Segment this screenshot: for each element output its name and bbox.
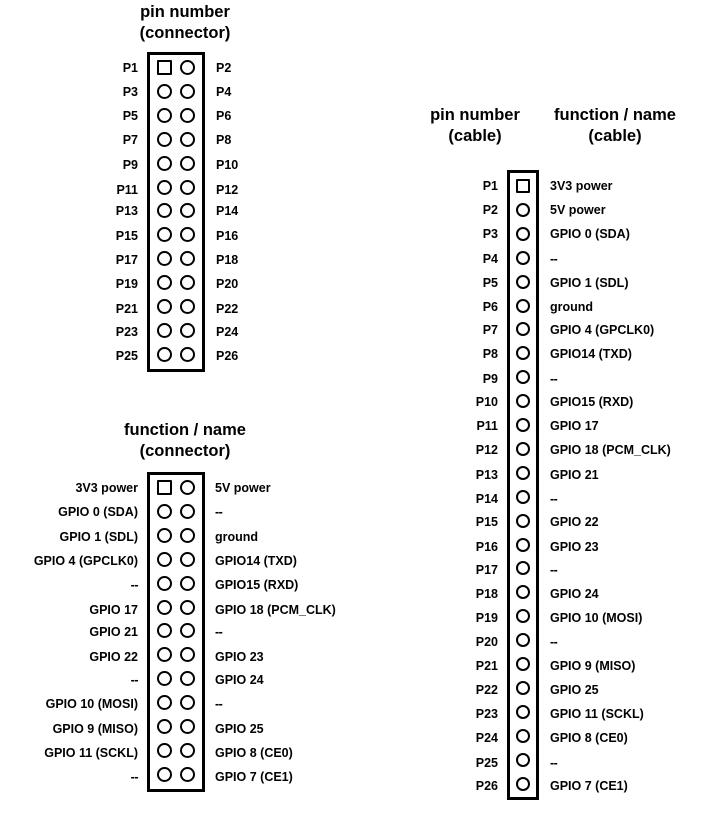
cable-pin-15 bbox=[516, 514, 530, 528]
connector-func-pin-right-2 bbox=[180, 480, 195, 495]
cable-pin-label-25: P25 bbox=[475, 755, 498, 770]
cable-pin-2 bbox=[516, 203, 530, 217]
connector-func-pin-left-21 bbox=[157, 719, 172, 734]
cable-function-label-10: GPIO15 (RXD) bbox=[550, 395, 634, 410]
cable-pin-4 bbox=[516, 251, 530, 265]
cable-function-label-19: GPIO 10 (MOSI) bbox=[550, 611, 643, 626]
connector-function-name-title bbox=[30, 420, 340, 462]
connector-pin-pin-left-19 bbox=[157, 275, 172, 290]
cable-function-label-8: GPIO14 (TXD) bbox=[550, 347, 632, 362]
cable-function-label-23: GPIO 11 (SCKL) bbox=[550, 706, 644, 721]
cable-pin-label-22: P22 bbox=[475, 682, 498, 697]
cable-function-label-1: 3V3 power bbox=[550, 179, 613, 193]
cable-pin-label-13: P13 bbox=[475, 467, 498, 482]
cable-function-name-title-line1: function / name bbox=[554, 106, 676, 124]
cable-pin-23 bbox=[516, 705, 530, 719]
cable-function-label-5: GPIO 1 (SDL) bbox=[550, 275, 629, 290]
connector-pin-label-left-7: P7 bbox=[122, 132, 138, 147]
connector-pin-label-left-17: P17 bbox=[115, 253, 138, 268]
connector-func-pin-right-10 bbox=[180, 576, 195, 591]
connector-func-label-right-10: GPIO15 (RXD) bbox=[215, 577, 299, 592]
connector-function-name-title-line1: function / name bbox=[124, 421, 246, 439]
connector-func-label-right-26: GPIO 7 (CE1) bbox=[215, 769, 293, 784]
cable-function-label-22: GPIO 25 bbox=[550, 682, 599, 697]
connector-pin-pin-left-7 bbox=[157, 132, 172, 147]
connector-func-label-left-19: GPIO 10 (MOSI) bbox=[45, 697, 138, 712]
cable-pin-label-9: P9 bbox=[482, 372, 498, 387]
cable-pin-label-4: P4 bbox=[482, 251, 498, 266]
connector-func-label-right-6: ground bbox=[215, 529, 259, 544]
connector-func-label-left-7: GPIO 4 (GPCLK0) bbox=[33, 553, 138, 568]
connector-func-label-left-13: GPIO 21 bbox=[89, 625, 138, 640]
cable-function-label-13: GPIO 21 bbox=[550, 467, 599, 482]
cable-function-label-11: GPIO 17 bbox=[550, 419, 599, 433]
connector-func-label-right-12: GPIO 18 (PCM_CLK) bbox=[215, 602, 336, 617]
cable-pin-1 bbox=[516, 179, 530, 193]
connector-pin-label-left-21: P21 bbox=[115, 302, 138, 316]
cable-function-label-21: GPIO 9 (MISO) bbox=[550, 659, 636, 673]
cable-pin-25 bbox=[516, 753, 530, 767]
cable-pin-13 bbox=[516, 466, 530, 480]
cable-pin-label-3: P3 bbox=[482, 226, 498, 241]
connector-func-pin-right-12 bbox=[180, 600, 195, 615]
connector-func-label-left-9: -- bbox=[130, 577, 138, 592]
cable-pin-number-title-line2: (cable) bbox=[448, 127, 502, 145]
connector-pin-pin-left-23 bbox=[157, 323, 172, 338]
cable-pin-label-18: P18 bbox=[475, 587, 498, 602]
cable-pin-21 bbox=[516, 657, 530, 671]
connector-func-pin-right-24 bbox=[180, 743, 195, 758]
cable-function-label-12: GPIO 18 (PCM_CLK) bbox=[550, 442, 671, 457]
cable-pin-label-17: P17 bbox=[475, 563, 498, 578]
connector-func-label-right-8: GPIO14 (TXD) bbox=[215, 553, 297, 568]
cable-pin-3 bbox=[516, 227, 530, 241]
connector-func-pin-left-19 bbox=[157, 695, 172, 710]
cable-function-label-16: GPIO 23 bbox=[550, 539, 599, 554]
cable-pin-label-12: P12 bbox=[475, 442, 498, 457]
cable-function-label-9: -- bbox=[550, 372, 558, 387]
cable-function-label-6: ground bbox=[550, 299, 594, 314]
cable-function-label-15: GPIO 22 bbox=[550, 514, 599, 529]
connector-pin-label-right-4: P4 bbox=[216, 84, 232, 99]
cable-pin-label-2: P2 bbox=[482, 202, 498, 217]
cable-function-name-title-line2: (cable) bbox=[588, 127, 642, 145]
connector-func-label-left-25: -- bbox=[130, 769, 138, 784]
cable-pin-26 bbox=[516, 777, 530, 791]
cable-pin-14 bbox=[516, 490, 530, 504]
cable-pin-6 bbox=[516, 299, 530, 313]
connector-pin-label-left-11: P11 bbox=[116, 182, 138, 197]
connector-func-pin-left-25 bbox=[157, 767, 172, 782]
cable-function-name-title bbox=[530, 105, 700, 147]
connector-pin-label-right-26: P26 bbox=[216, 348, 239, 363]
cable-pin-number-title-line1: pin number bbox=[430, 106, 520, 124]
connector-pin-label-left-1: P1 bbox=[122, 61, 138, 75]
connector-pin-label-left-19: P19 bbox=[115, 277, 138, 292]
cable-panel bbox=[380, 100, 701, 815]
connector-pin-label-right-18: P18 bbox=[216, 253, 239, 268]
connector-func-label-left-3: GPIO 0 (SDA) bbox=[58, 504, 138, 519]
connector-pin-pin-left-3 bbox=[157, 84, 172, 99]
cable-function-label-25: -- bbox=[550, 755, 558, 770]
cable-pin-label-6: P6 bbox=[482, 299, 498, 314]
connector-func-label-right-4: -- bbox=[215, 504, 223, 519]
connector-pin-label-left-23: P23 bbox=[115, 324, 138, 339]
connector-pin-pin-left-9 bbox=[157, 156, 172, 171]
connector-pin-label-right-12: P12 bbox=[216, 182, 239, 197]
connector-func-label-right-14: -- bbox=[215, 625, 223, 640]
cable-pin-label-11: P11 bbox=[476, 419, 498, 433]
connector-func-pin-left-7 bbox=[157, 552, 172, 567]
connector-pin-number-title bbox=[40, 2, 330, 44]
cable-pin-20 bbox=[516, 633, 530, 647]
cable-pin-16 bbox=[516, 538, 530, 552]
connector-pin-pin-left-11 bbox=[157, 180, 172, 195]
connector-pin-pin-right-2 bbox=[180, 60, 195, 75]
cable-pin-10 bbox=[516, 394, 530, 408]
cable-pin-label-1: P1 bbox=[482, 179, 498, 193]
cable-pin-label-7: P7 bbox=[482, 323, 498, 338]
connector-function-name-body bbox=[147, 472, 205, 792]
cable-pin-5 bbox=[516, 275, 530, 289]
cable-pin-label-24: P24 bbox=[475, 730, 498, 745]
connector-func-label-left-23: GPIO 11 (SCKL) bbox=[44, 745, 138, 760]
connector-func-pin-right-26 bbox=[180, 767, 195, 782]
connector-func-label-right-18: GPIO 24 bbox=[215, 673, 264, 688]
connector-pin-label-left-13: P13 bbox=[115, 204, 138, 219]
connector-function-name-panel bbox=[0, 418, 360, 818]
connector-pin-pin-right-10 bbox=[180, 156, 195, 171]
cable-pin-24 bbox=[516, 729, 530, 743]
connector-pin-pin-left-25 bbox=[157, 347, 172, 362]
cable-function-label-4: -- bbox=[550, 251, 558, 266]
connector-pin-label-right-8: P8 bbox=[216, 132, 232, 147]
connector-func-label-right-24: GPIO 8 (CE0) bbox=[215, 745, 293, 760]
connector-function-name-title-line2: (connector) bbox=[139, 442, 231, 460]
connector-pin-number-title-line1: pin number bbox=[140, 3, 230, 21]
cable-pin-label-16: P16 bbox=[475, 539, 498, 554]
connector-pin-pin-right-8 bbox=[180, 132, 195, 147]
cable-function-label-18: GPIO 24 bbox=[550, 587, 599, 602]
cable-pin-label-26: P26 bbox=[475, 778, 498, 793]
connector-pin-pin-right-22 bbox=[180, 299, 195, 314]
connector-func-pin-left-9 bbox=[157, 576, 172, 591]
cable-function-label-7: GPIO 4 (GPCLK0) bbox=[550, 323, 655, 338]
connector-pin-number-title-line2: (connector) bbox=[139, 24, 231, 42]
connector-pin-number-body bbox=[147, 52, 205, 372]
connector-pin-label-right-2: P2 bbox=[216, 61, 232, 75]
cable-function-label-20: -- bbox=[550, 635, 558, 650]
connector-func-pin-left-3 bbox=[157, 504, 172, 519]
connector-pin-label-right-10: P10 bbox=[216, 157, 239, 172]
cable-pin-22 bbox=[516, 681, 530, 695]
connector-pin-pin-right-20 bbox=[180, 275, 195, 290]
connector-func-pin-right-8 bbox=[180, 552, 195, 567]
connector-pin-pin-right-6 bbox=[180, 108, 195, 123]
cable-pin-label-19: P19 bbox=[475, 611, 498, 626]
connector-func-label-right-2: 5V power bbox=[215, 481, 271, 495]
cable-pin-label-21: P21 bbox=[475, 659, 498, 673]
connector-func-label-left-5: GPIO 1 (SDL) bbox=[59, 529, 138, 544]
cable-function-label-3: GPIO 0 (SDA) bbox=[550, 226, 630, 241]
connector-pin-pin-right-26 bbox=[180, 347, 195, 362]
cable-pin-label-5: P5 bbox=[482, 275, 498, 290]
cable-pin-label-15: P15 bbox=[475, 514, 498, 529]
connector-pin-label-right-14: P14 bbox=[216, 204, 239, 219]
connector-pin-label-right-6: P6 bbox=[216, 108, 232, 123]
connector-func-label-left-11: GPIO 17 bbox=[89, 602, 138, 617]
connector-pin-label-right-16: P16 bbox=[216, 229, 239, 244]
connector-func-label-left-17: -- bbox=[130, 673, 138, 688]
connector-pin-pin-left-1 bbox=[157, 60, 172, 75]
cable-pin-11 bbox=[516, 418, 530, 432]
connector-func-pin-left-5 bbox=[157, 528, 172, 543]
connector-pin-label-left-5: P5 bbox=[122, 108, 138, 123]
cable-pin-label-20: P20 bbox=[475, 635, 498, 650]
cable-pin-label-23: P23 bbox=[475, 706, 498, 721]
connector-func-pin-left-1 bbox=[157, 480, 172, 495]
cable-pin-label-8: P8 bbox=[482, 347, 498, 362]
cable-pin-label-14: P14 bbox=[475, 491, 498, 506]
connector-pin-pin-right-4 bbox=[180, 84, 195, 99]
connector-func-pin-right-6 bbox=[180, 528, 195, 543]
connector-func-label-left-15: GPIO 22 bbox=[89, 650, 138, 665]
cable-function-label-14: -- bbox=[550, 491, 558, 506]
connector-func-pin-right-20 bbox=[180, 695, 195, 710]
connector-func-label-left-21: GPIO 9 (MISO) bbox=[52, 722, 138, 736]
connector-pin-label-left-3: P3 bbox=[122, 84, 138, 99]
connector-pin-label-right-22: P22 bbox=[216, 302, 239, 316]
cable-function-label-24: GPIO 8 (CE0) bbox=[550, 730, 628, 745]
connector-pin-pin-left-21 bbox=[157, 299, 172, 314]
cable-pin-12 bbox=[516, 442, 530, 456]
connector-func-label-right-22: GPIO 25 bbox=[215, 722, 264, 736]
connector-pin-label-left-9: P9 bbox=[122, 157, 138, 172]
cable-function-label-17: -- bbox=[550, 563, 558, 578]
connector-func-pin-left-11 bbox=[157, 600, 172, 615]
connector-func-label-right-20: -- bbox=[215, 697, 223, 712]
cable-function-label-26: GPIO 7 (CE1) bbox=[550, 778, 628, 793]
connector-pin-pin-right-12 bbox=[180, 180, 195, 195]
connector-pin-pin-left-5 bbox=[157, 108, 172, 123]
connector-func-label-left-1: 3V3 power bbox=[75, 481, 138, 495]
cable-pin-label-10: P10 bbox=[475, 395, 498, 410]
connector-pin-label-left-15: P15 bbox=[115, 229, 138, 244]
connector-pin-label-left-25: P25 bbox=[115, 348, 138, 363]
connector-func-label-right-16: GPIO 23 bbox=[215, 650, 264, 665]
connector-func-pin-right-4 bbox=[180, 504, 195, 519]
connector-pin-pin-right-24 bbox=[180, 323, 195, 338]
connector-pin-label-right-20: P20 bbox=[216, 277, 239, 292]
cable-function-label-2: 5V power bbox=[550, 202, 606, 217]
connector-func-pin-left-23 bbox=[157, 743, 172, 758]
connector-pin-label-right-24: P24 bbox=[216, 324, 239, 339]
connector-func-pin-right-22 bbox=[180, 719, 195, 734]
connector-pin-number-panel bbox=[0, 0, 360, 395]
